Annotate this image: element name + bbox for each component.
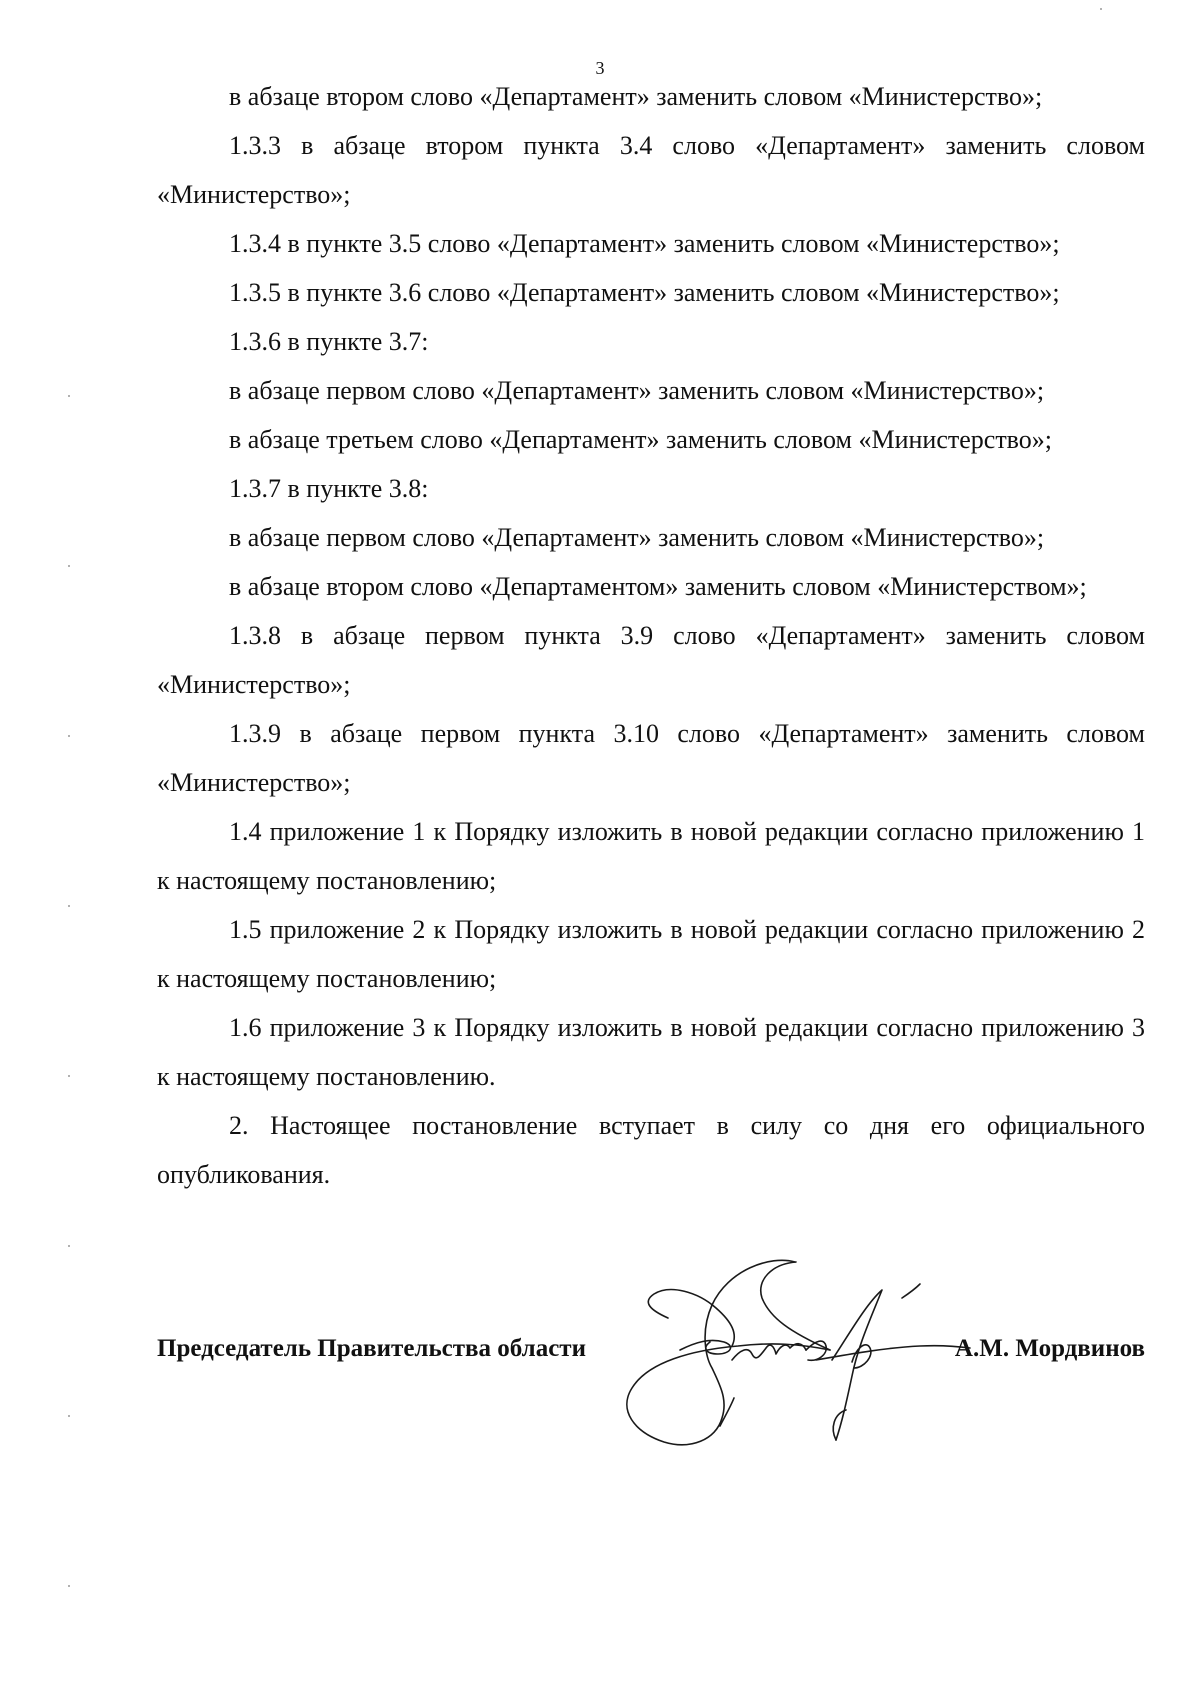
document-body xyxy=(157,72,1145,1199)
margin-dot xyxy=(68,565,70,567)
signatory-position: Председатель Правительства области xyxy=(157,1335,586,1362)
paragraph-1-4: 1.4 приложение 1 к Порядку изложить в новой редакции согласно приложению 1 к настоящему постановлению; xyxy=(157,817,1145,895)
margin-dot xyxy=(68,905,70,907)
margin-dot xyxy=(68,1415,70,1417)
paragraph-1-5: 1.5 приложение 2 к Порядку изложить в новой редакции согласно приложению 2 к настоящему постановлению; xyxy=(157,915,1145,993)
page-number: 3 xyxy=(595,58,605,78)
paragraph-1: в абзаце втором слово «Департамент» заменить словом «Министерство»; xyxy=(229,82,1043,111)
paragraph-1-3-6-first: в абзаце первом слово «Департамент» заменить словом «Министерство»; xyxy=(229,376,1045,405)
margin-dot xyxy=(68,1585,70,1587)
paragraph-1-3-7-second: в абзаце втором слово «Департаментом» заменить словом «Министерством»; xyxy=(229,572,1087,601)
signatory-name: А.М. Мордвинов xyxy=(954,1335,1145,1362)
paragraph-1-3-6: 1.3.6 в пункте 3.7: xyxy=(229,327,429,356)
margin-dot xyxy=(1100,8,1102,10)
paragraph-1-3-8: 1.3.8 в абзаце первом пункта 3.9 слово «Департамент» заменить словом «Министерство»; xyxy=(157,621,1145,699)
paragraph-2: 2. Настоящее постановление вступает в силу со дня его официального опубликования. xyxy=(157,1111,1145,1189)
margin-dot xyxy=(68,1245,70,1247)
margin-dot xyxy=(68,1075,70,1077)
paragraph-1-3-3: 1.3.3 в абзаце втором пункта 3.4 слово «Департамент» заменить словом «Министерство»; xyxy=(157,131,1145,209)
paragraph-1-3-4: 1.3.4 в пункте 3.5 слово «Департамент» заменить словом «Министерство»; xyxy=(229,229,1060,258)
paragraph-1-6: 1.6 приложение 3 к Порядку изложить в новой редакции согласно приложению 3 к настоящему постановлению. xyxy=(157,1013,1145,1091)
paragraph-1-3-7: 1.3.7 в пункте 3.8: xyxy=(229,474,429,503)
signature-block xyxy=(157,1335,1145,1395)
margin-dot xyxy=(68,735,70,737)
paragraph-1-3-9: 1.3.9 в абзаце первом пункта 3.10 слово «Департамент» заменить словом «Министерство»; xyxy=(157,719,1145,797)
paragraph-1-3-6-third: в абзаце третьем слово «Департамент» заменить словом «Министерство»; xyxy=(229,425,1052,454)
paragraph-1-3-5: 1.3.5 в пункте 3.6 слово «Департамент» заменить словом «Министерство»; xyxy=(229,278,1060,307)
margin-dot xyxy=(68,395,70,397)
paragraph-1-3-7-first: в абзаце первом слово «Департамент» заменить словом «Министерство»; xyxy=(229,523,1045,552)
